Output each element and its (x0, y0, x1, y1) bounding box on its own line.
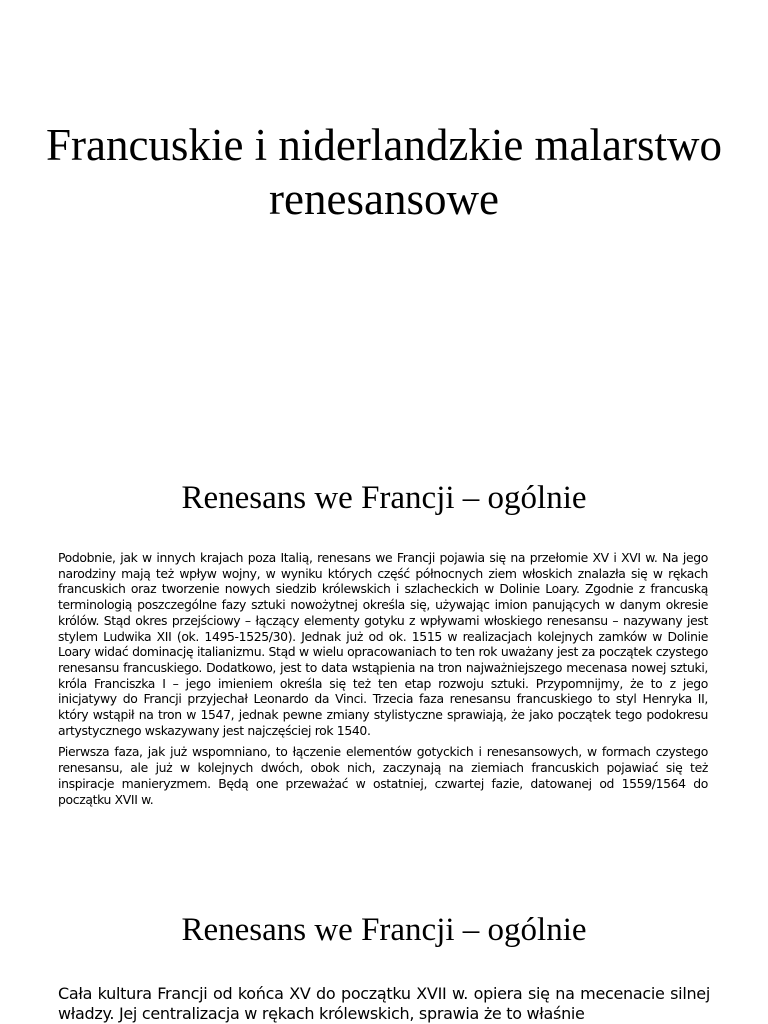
body-paragraph-2: Pierwsza faza, jak już wspomniano, to łączenie elementów gotyckich i renesansowych, w formach czystego renesansu, ale już w kolejnych dwóch, obok nich, zaczynają na ziemiach francuskich pojawiać się też inspiracje manieryzmem. Będą one przeważać w ostatniej, czwartej fazie, datowanej od 1559/1564 do początku XVII w. (58, 744, 708, 807)
slide-renesans-ogolnie-2 (0, 880, 768, 1024)
slide-body (58, 550, 708, 813)
slide-title-page (0, 0, 768, 440)
slide-renesans-ogolnie (0, 440, 768, 880)
body-paragraph-1: Cała kultura Francji od końca XV do początku XVII w. opiera się na mecenacie silnej władzy. Jej centralizacja w rękach królewskich, sprawia że to właśnie (58, 984, 710, 1023)
presentation-title: Francuskie i niderlandzkie malarstwo renesansowe (45, 120, 723, 224)
slide-body (58, 984, 710, 1024)
slide-heading: Renesans we Francji – ogólnie (181, 480, 587, 516)
body-paragraph-1: Podobnie, jak w innych krajach poza Italią, renesans we Francji pojawia się na przełomie XV i XVI w. Na jego narodziny mają też wpływ wojny, w wyniku których część północnych ziem włoskich znalazła się w rękach francuskich oraz tworzenie nowych siedzib królewskich i szlacheckich w Dolinie Loary. Zgodnie z francuską terminologią poszczególne fazy sztuki nowożytnej określa się, używając imion panujących w danym okresie królów. Stąd okres przejściowy – łączący elementy gotyku z wpływami włoskiego renesansu – nazywany jest stylem Ludwika XII (ok. 1495-1525/30). Jednak już od ok. 1515 w realizacjach kolejnych zamków w Dolinie Loary widać dominację italianizmu. Stąd w wielu opracowaniach to ten rok uważany jest za początek czystego renesansu francuskiego. Dodatkowo, jest to data wstąpienia na tron najważniejszego mecenasa nowej sztuki, króla Franciszka I – jego imieniem określa się też ten etap rozwoju sztuki. Przypomnijmy, że to z jego inicjatywy do Francji przyjechał Leonardo da Vinci. Trzecia faza renesansu francuskiego to styl Henryka II, który wstąpił na tron w 1547, jednak pewne zmiany stylistyczne sprawiają, że jako początek tego podokresu artystycznego wskazywany jest najczęściej rok 1540. (58, 550, 708, 738)
slide-heading: Renesans we Francji – ogólnie (181, 912, 587, 948)
